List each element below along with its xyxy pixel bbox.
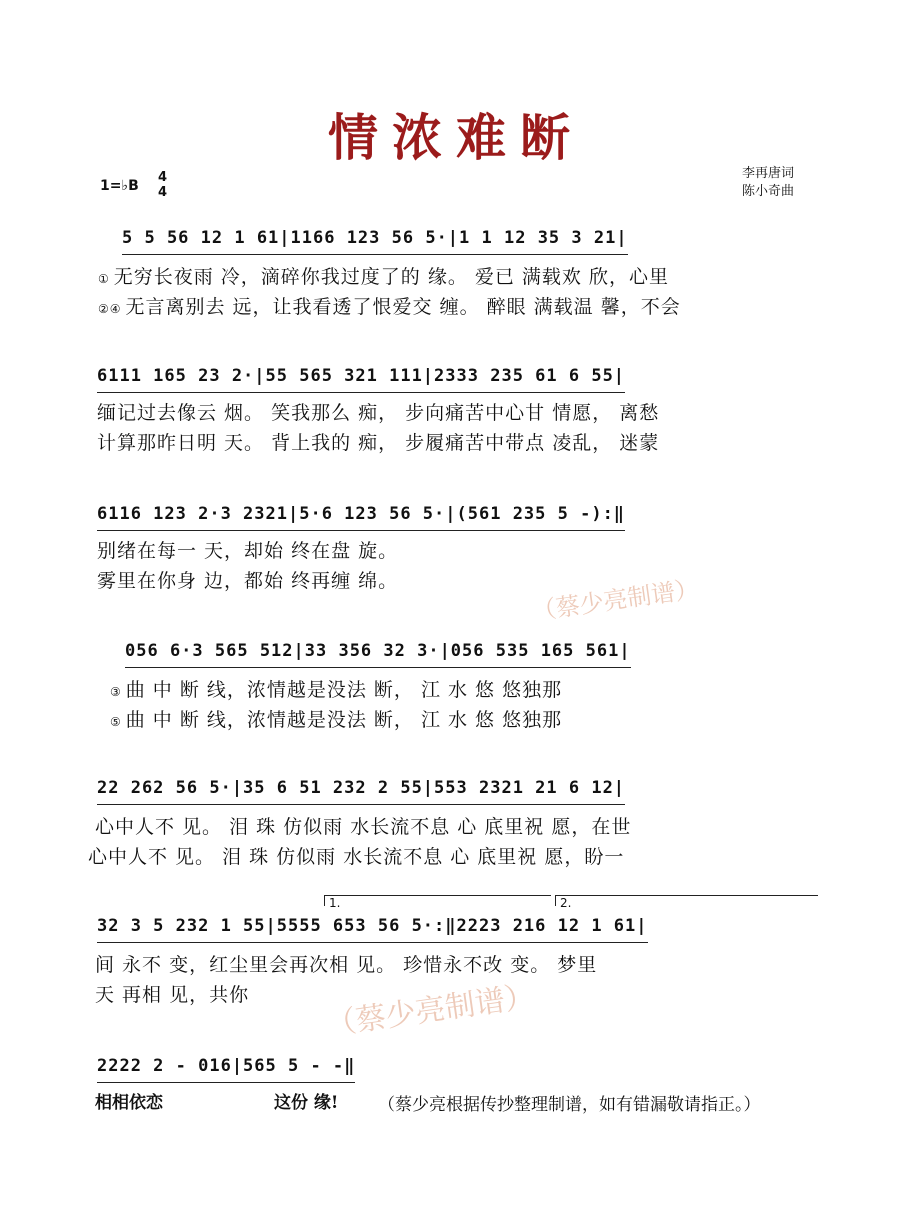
staff-1-lyric-1: ① 无穷长夜雨 冷，滴碎你我过度了的 缘。 爱已 满载欢 欣，心里	[98, 266, 669, 288]
final-lyric-b: 这份 缘!	[274, 1093, 339, 1113]
staff-5-lyric-1: 心中人不 见。 泪 珠 仿似雨 水长流不息 心 底里祝 愿，在世	[95, 816, 632, 838]
staff-5-notes: 22 262 56 5·|35 6 51 232 2 55|553 2321 21 6 12|	[97, 772, 625, 805]
staff-1-lyric-2: ②④ 无言离别去 远，让我看透了恨爱交 缠。 醉眼 满载温 馨，不会	[98, 296, 681, 318]
time-signature-bottom: 4	[158, 185, 168, 200]
lyricist: 李再唐词	[742, 166, 795, 181]
time-signature-top: 4	[158, 170, 168, 185]
song-title: 情浓难断	[328, 108, 584, 167]
verse-marker: ②④	[98, 302, 122, 316]
staff-1-notes: 5 5 56 12 1 61|1166 123 56 5·|1 1 12 35 3 21|	[122, 222, 628, 255]
final-lyric-a: 相相依恋	[95, 1093, 163, 1113]
staff-3-lyric-2: 雾里在你身 边，都始 终再缠 绵。	[97, 570, 399, 592]
staff-4-lyric-1: ③ 曲 中 断 线，浓情越是没法 断， 江 水 悠 悠独那	[110, 679, 563, 701]
volta-2: 2.	[555, 895, 818, 906]
staff-5-lyric-2: 心中人不 见。 泪 珠 仿似雨 水长流不息 心 底里祝 愿，盼一	[88, 846, 625, 868]
verse-marker: ①	[98, 272, 110, 286]
staff-4-lyric-2: ⑤ 曲 中 断 线，浓情越是没法 断， 江 水 悠 悠独那	[110, 709, 563, 731]
watermark-1: （蔡少亮制谱）	[530, 574, 701, 626]
staff-5	[0, 772, 912, 882]
verse-marker: ⑤	[110, 715, 122, 729]
credits	[742, 165, 794, 201]
final-notes: 2222 2 - 016|565 5 - -‖	[97, 1050, 355, 1083]
watermark-2: （蔡少亮制谱）	[324, 978, 537, 1043]
staff-3-notes: 6116 123 2·3 2321|5·6 123 56 5·|(561 235 5 -):‖	[97, 498, 625, 531]
staff-2-notes: 6111 165 23 2·|55 565 321 111|2333 235 61 6 55|	[97, 360, 625, 393]
composer: 陈小奇曲	[742, 184, 795, 199]
staff-6-lyric-1: 间 永不 变，红尘里会再次相 见。 珍惜永不改 变。 梦里	[95, 954, 598, 976]
staff-3	[0, 498, 912, 608]
staff-2-lyric-2: 计算那昨日明 天。 背上我的 痴， 步履痛苦中带点 凌乱， 迷蒙	[97, 432, 660, 454]
staff-4	[0, 635, 912, 745]
key-signature: 1=♭B	[100, 178, 139, 194]
staff-2	[0, 360, 912, 470]
staff-6-notes: 32 3 5 232 1 55|5555 653 56 5·:‖2223 216 12 1 61|	[97, 910, 648, 943]
verse-marker: ③	[110, 685, 122, 699]
staff-1	[0, 222, 912, 332]
volta-1: 1.	[324, 895, 551, 906]
staff-2-lyric-1: 缅记过去像云 烟。 笑我那么 痴， 步向痛苦中心甘 情愿， 离愁	[97, 402, 660, 424]
staff-4-notes: 056 6·3 565 512|33 356 32 3·|056 535 165 561|	[125, 635, 631, 668]
staff-6-lyric-2: 天 再相 见，共你	[95, 984, 250, 1006]
time-signature	[158, 170, 167, 200]
staff-3-lyric-1: 别绪在每一 天，却始 终在盘 旋。	[97, 540, 399, 562]
editor-note: （蔡少亮根据传抄整理制谱，如有错漏敬请指正。）	[378, 1095, 761, 1115]
